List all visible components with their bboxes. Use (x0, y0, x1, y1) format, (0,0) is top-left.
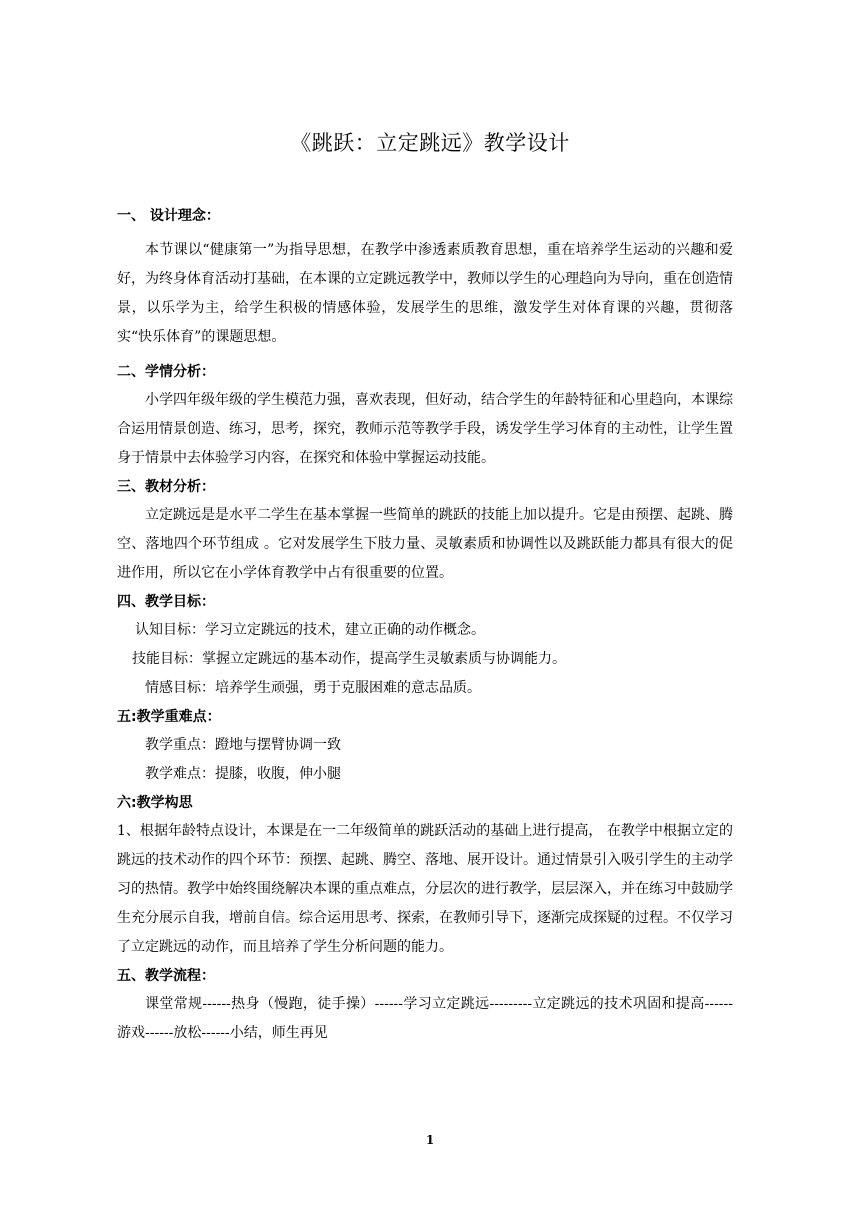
learner-analysis-paragraph: 小学四年级年级的学生模范力强，喜欢表现，但好动，结合学生的年龄特征和心里趋向，本课综合运用情景创造、练习，思考，探究，教师示范等教学手段，诱发学生学习体育的主动性，让学生置身于情景中去体验学习内容，在探究和体验中掌握运动技能。 (117, 392, 733, 466)
section-heading-teaching-process: 五、教学流程： (117, 968, 215, 984)
teaching-process-paragraph: 课堂常规------热身（慢跑，徒手操）------学习立定跳远---------立定跳远的技术巩固和提高------游戏------放松------小结，师生再见 (117, 996, 733, 1041)
skill-goal: 技能目标：掌握立定跳远的基本动作，提高学生灵敏素质与协调能力。 (132, 651, 566, 667)
section-heading-learner-analysis: 二、学情分析： (117, 364, 215, 380)
section-heading-design-concept: 一、 设计理念： (117, 208, 220, 224)
page-number: 1 (425, 1133, 435, 1147)
document-body (117, 202, 733, 1048)
teaching-concept-paragraph: 1、根据年龄特点设计，本课是在一二年级简单的跳跃活动的基础上进行提高， 在教学中根据立定的跳远的技术动作的四个环节：预摆、起跳、腾空、落地、展开设计。通过情景引入吸引学生的主动学习的热情。教学中始终围绕解决本课的重点难点，分层次的进行教学，层层深入，并在练习中鼓励学生充分展示自我，增前自信。综合运用思考、探索，在教师引导下，逐渐完成探疑的过程。不仅学习了立定跳远的动作，而且培养了学生分析问题的能力。 (117, 823, 733, 955)
design-concept-paragraph: 本节课以“健康第一”为指导思想，在教学中渗透素质教育思想，重在培养学生运动的兴趣和爱好，为终身体育活动打基础，在本课的立定跳远教学中，教师以学生的心理趋向为导向，重在创造情景，以乐学为主，给学生积极的情感体验，发展学生的思维，激发学生对体育课的兴趣，贯彻落实“快乐体育”的课题思想。 (117, 242, 733, 345)
teaching-key-point: 教学重点：蹬地与摆臂协调一致 (145, 737, 341, 753)
emotion-goal: 情感目标：培养学生顽强，勇于克服困难的意志品质。 (145, 680, 481, 696)
document-title: 《跳跃：立定跳远》教学设计 (290, 131, 570, 155)
cognitive-goal: 认知目标：学习立定跳远的技术，建立正确的动作概念。 (135, 622, 485, 638)
section-heading-teaching-goals: 四、教学目标： (117, 594, 215, 610)
section-heading-key-difficulties: 五:教学重难点： (117, 709, 221, 725)
section-heading-material-analysis: 三、教材分析： (117, 479, 215, 495)
teaching-difficulty: 教学难点：提膝，收腹，伸小腿 (145, 766, 341, 782)
material-analysis-paragraph: 立定跳远是是水平二学生在基本掌握一些简单的跳跃的技能上加以提升。它是由预摆、起跳、腾空、落地四个环节组成 。它对发展学生下肢力量、灵敏素质和协调性以及跳跃能力都具有很大的促进作用，所以它在小学体育教学中占有很重要的位置。 (117, 507, 733, 581)
section-heading-teaching-concept: 六:教学构思 (117, 795, 193, 811)
